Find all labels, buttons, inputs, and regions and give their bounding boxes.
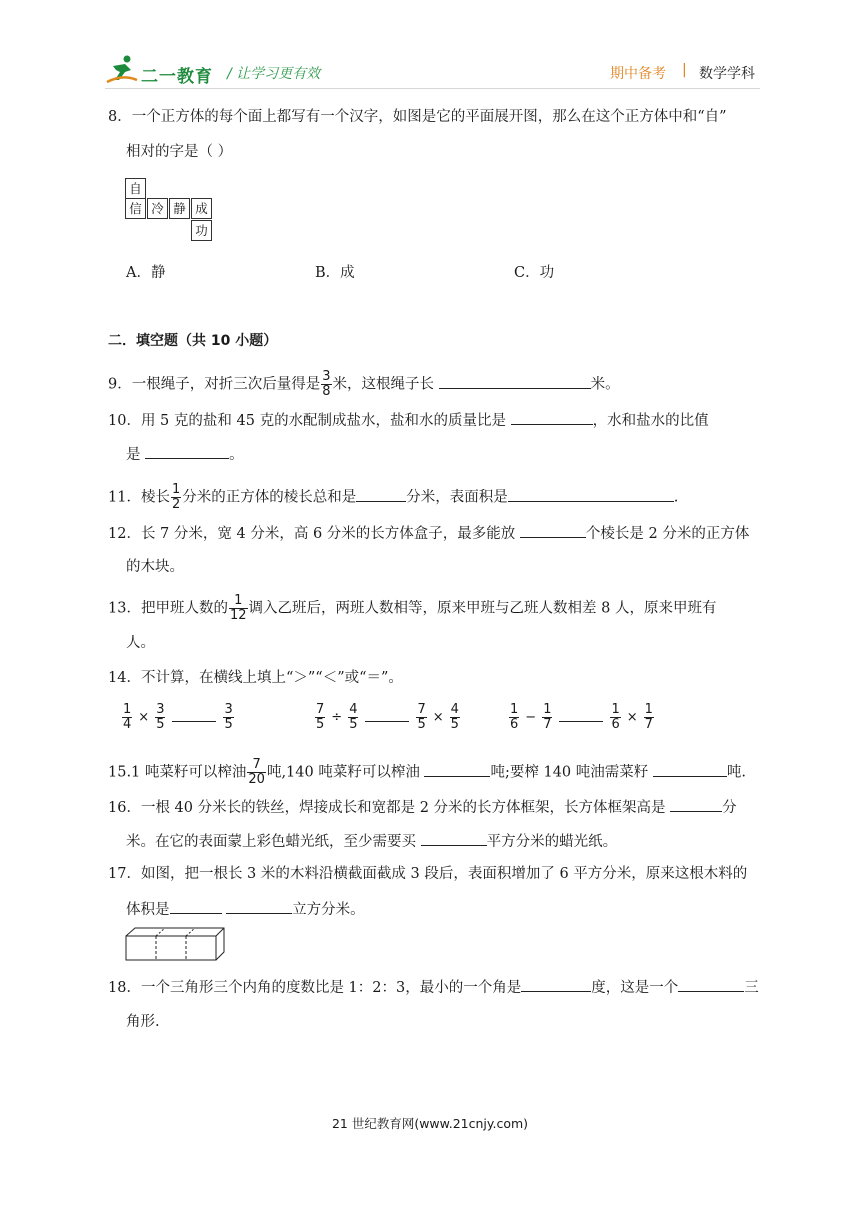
runner-logo-icon [105, 54, 139, 84]
q10-line1: 10．用 5 克的盐和 45 克的水配制成盐水，盐和水的质量比是 ，水和盐水的比值 [108, 410, 760, 431]
q17-blank-1[interactable] [170, 899, 222, 914]
net-cell: 成 [191, 198, 212, 219]
exam-tag: 期中备考 [610, 66, 666, 82]
q18-line1: 18．一个三角形三个内角的度数比是 1：2：3，最小的一个角是 度，这是一个 三 [108, 977, 760, 998]
q14-compare-1: $\frac{1}{4}$ × $\frac{3}{5}$ $\frac{3}{5}$ [123, 702, 233, 732]
q17-blank-2[interactable] [226, 899, 292, 914]
q11-blank-1[interactable] [356, 487, 406, 502]
q18-line2: 角形. [126, 1014, 160, 1030]
q18-blank-1[interactable] [521, 977, 591, 992]
q17-line1: 17．如图，把一根长 3 米的木料沿横截面截成 3 段后，表面积增加了 6 平方分米，原来这根木料的 [108, 866, 748, 882]
q11-blank-2[interactable] [508, 487, 674, 502]
net-cell: 静 [169, 198, 190, 219]
q16-blank-1[interactable] [670, 797, 722, 812]
q10-blank-1[interactable] [511, 410, 593, 425]
q18-blank-2[interactable] [678, 977, 744, 992]
q14-blank-3[interactable] [559, 713, 603, 722]
q14-compare-3: $\frac{1}{6}$ − $\frac{1}{7}$ $\frac{1}{6}$ × $\frac{1}{7}$ [510, 702, 653, 732]
q13-line1: 13．把甲班人数的 $\frac{1}{12}$ 调入乙班后，两班人数相等，原来甲班与乙班人数相差 8 人，原来甲班有 [108, 593, 717, 623]
q9: 9．一根绳子，对折三次后量得是 $\frac{3}{8}$ 米，这根绳子长 米。 [108, 369, 620, 399]
net-cell: 自 [125, 178, 146, 199]
logo-text: 二一教育 [141, 67, 213, 87]
q13-fraction: $\frac{1}{12}$ [229, 593, 247, 623]
q16-blank-2[interactable] [421, 831, 487, 846]
net-cell: 功 [191, 220, 212, 241]
q10-blank-2[interactable] [145, 444, 229, 459]
slogan: / 让学习更有效 [227, 66, 321, 82]
q12-blank[interactable] [520, 523, 586, 538]
q17-line2: 体积是 立方分米。 [126, 899, 365, 920]
net-cell: 冷 [147, 198, 168, 219]
q14-text: 14．不计算，在横线上填上“＞”“＜”或“＝”。 [108, 670, 403, 686]
q8-option-b: B．成 [315, 265, 355, 281]
header-separator: | [682, 62, 687, 78]
q8-option-a: A．静 [126, 265, 166, 281]
q8-line1: 8．一个正方体的每个面上都写有一个汉字，如图是它的平面展开图，那么在这个正方体中和“自” [108, 109, 727, 125]
q8-option-c: C．功 [514, 265, 555, 281]
section-title: 二．填空题（共 10 小题） [108, 333, 278, 349]
q10-line2: 是 。 [126, 444, 244, 465]
subject-tag: 数学学科 [699, 66, 755, 82]
q14-compare-2: $\frac{7}{5}$ ÷ $\frac{4}{5}$ $\frac{7}{5}$ × $\frac{4}{5}$ [316, 702, 459, 732]
q11-fraction: $\frac{1}{2}$ [171, 482, 181, 512]
q14-blank-1[interactable] [172, 713, 216, 722]
q14-blank-2[interactable] [365, 713, 409, 722]
q8-line2: 相对的字是（ ） [126, 144, 233, 160]
q9-blank[interactable] [439, 374, 591, 389]
q15: 15.1 吨菜籽可以榨油 $\frac{7}{20}$ 吨,140 吨菜籽可以榨油 吨;要榨 140 吨油需菜籽 吨. [108, 757, 746, 787]
q16-line1: 16．一根 40 分米长的铁丝，焊接成长和宽都是 2 分米的长方体框架，长方体框架高是 分 [108, 797, 760, 818]
q15-blank-1[interactable] [424, 762, 490, 777]
header [105, 52, 760, 88]
q16-line2: 米。在它的表面蒙上彩色蜡光纸，至少需要买 平方分米的蜡光纸。 [126, 831, 617, 852]
q11: 11．棱长 $\frac{1}{2}$ 分米的正方体的棱长总和是 分米，表面积是 . [108, 482, 679, 512]
footer-source: 21 世纪教育网(www.21cnjy.com) [331, 1116, 529, 1131]
q12-line1: 12．长 7 分米，宽 4 分米，高 6 分米的长方体盒子，最多能放 个棱长是 2 分米的正方体 [108, 523, 760, 544]
q15-fraction: $\frac{7}{20}$ [248, 757, 265, 787]
header-divider [105, 88, 760, 89]
q15-blank-2[interactable] [653, 762, 727, 777]
q9-fraction: $\frac{3}{8}$ [322, 369, 331, 399]
q12-line2: 的木块。 [126, 559, 184, 575]
wood-beam-figure [123, 926, 227, 962]
q13-line2: 人。 [126, 635, 155, 651]
net-cell: 信 [125, 198, 146, 219]
